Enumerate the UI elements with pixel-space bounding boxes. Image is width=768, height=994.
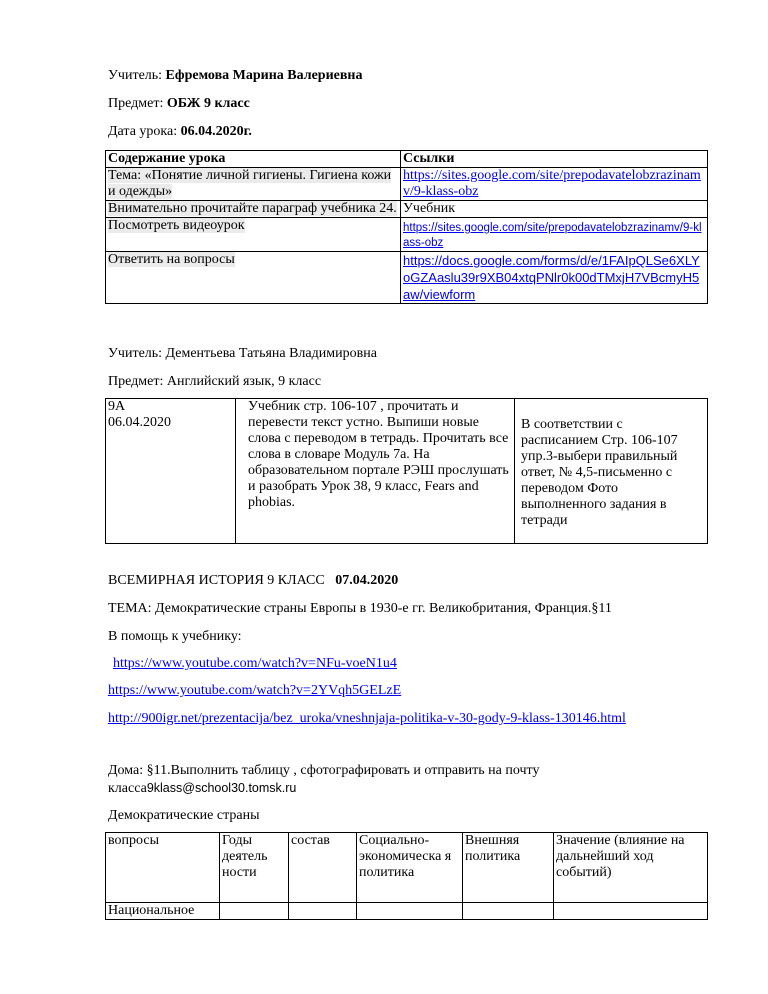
presentation-link[interactable]: http://900igr.net/prezentacija/bez_uroka/vneshnjaja-politika-v-30-gody-9-klass-130146.html: [108, 711, 626, 726]
date-label: Дата урока:: [108, 124, 178, 139]
header-content: Содержание урока: [106, 151, 401, 168]
task-cell: Учебник стр. 106-107 , прочитать и перевести текст устно. Выпиши новые слова с переводом в тетрадь. Прочитать все слова в словаре Модуль 7а. На образовательном портале РЭШ прослушать и разобрать Урок 38, 9 класс, Fears and phobias.: [236, 399, 515, 544]
subject-value: ОБЖ 9 класс: [166, 96, 250, 111]
date-value: 06.04.2020г.: [180, 124, 252, 139]
teacher-line: [108, 68, 363, 84]
help-label: В помощь к учебнику:: [108, 629, 242, 644]
row-topic: Тема: «Понятие личной гигиены. Гигиена кожи и одежды»: [106, 168, 401, 201]
col-composition: состав: [289, 833, 357, 903]
english-teacher-line: Учитель: Дементьева Татьяна Владимировна: [108, 346, 377, 361]
row-read-link: Учебник: [401, 201, 708, 218]
history-title-line: [108, 573, 398, 589]
subject-line: [108, 96, 250, 112]
youtube-link-2[interactable]: https://www.youtube.com/watch?v=2YVqh5GELzE: [108, 683, 402, 698]
row-video-link[interactable]: https://sites.google.com/site/prepodavatelobzrazinamv/9-klass-obz: [401, 218, 708, 252]
class-value: 9А: [108, 399, 126, 414]
homework-cell: В соответствии с расписанием Стр. 106-107 упр.3-выбери правильный ответ, № 4,5-письменно с переводом Фото выполненного задания в тетради: [515, 399, 708, 544]
teacher-label: Учитель:: [108, 68, 163, 83]
email-line: [108, 781, 296, 797]
date-value: 06.04.2020: [108, 415, 171, 430]
col-significance: Значение (влияние на дальнейший ход событий): [554, 833, 708, 903]
empty-cell[interactable]: [357, 903, 463, 920]
row-video: Посмотреть видеоурок: [106, 218, 401, 252]
row-national-label: Национальное: [106, 903, 220, 920]
youtube-link-1[interactable]: https://www.youtube.com/watch?v=NFu-voeN1u4: [113, 656, 397, 671]
table-title: Демократические страны: [108, 808, 260, 823]
english-lesson-table: [105, 398, 708, 544]
col-years: Годы деятель ности: [220, 833, 289, 903]
empty-cell[interactable]: [220, 903, 289, 920]
empty-cell[interactable]: [463, 903, 554, 920]
row-questions-link[interactable]: https://docs.google.com/forms/d/e/1FAIpQLSe6XLYoGZAaslu39r9XB04xtqPNlr0k00dTMxjH7VBcmyH5aw/viewform: [401, 252, 708, 304]
history-topic: ТЕМА: Демократические страны Европы в 1930-е гг. Великобритания, Франция.§11: [108, 601, 612, 616]
empty-cell[interactable]: [554, 903, 708, 920]
col-socioeconomic: Социально-экономическа я политика: [357, 833, 463, 903]
class-date-cell: [106, 399, 236, 544]
history-homework: Дома: §11.Выполнить таблицу , сфотографировать и отправить на почту: [108, 763, 540, 778]
obzh-lesson-table: [105, 150, 708, 304]
date-line: [108, 124, 252, 140]
row-read: Внимательно прочитайте параграф учебника 24.: [106, 201, 401, 218]
empty-cell[interactable]: [289, 903, 357, 920]
header-links: Ссылки: [401, 151, 708, 168]
row-topic-link[interactable]: https://sites.google.com/site/prepodavatelobzrazinamv/9-klass-obz: [401, 168, 708, 201]
email-address: 9klass@school30.tomsk.ru: [146, 781, 297, 795]
teacher-name: Ефремова Марина Валериевна: [165, 68, 363, 83]
history-date: 07.04.2020: [335, 573, 399, 588]
democracies-table: [105, 832, 708, 920]
email-prefix: класса: [108, 781, 147, 796]
col-foreign-policy: Внешняя политика: [463, 833, 554, 903]
history-title: ВСЕМИРНАЯ ИСТОРИЯ 9 КЛАСС: [108, 573, 325, 588]
subject-label: Предмет:: [108, 96, 164, 111]
row-questions: Ответить на вопросы: [106, 252, 401, 304]
english-subject-line: Предмет: Английский язык, 9 класс: [108, 374, 322, 389]
col-questions: вопросы: [106, 833, 220, 903]
